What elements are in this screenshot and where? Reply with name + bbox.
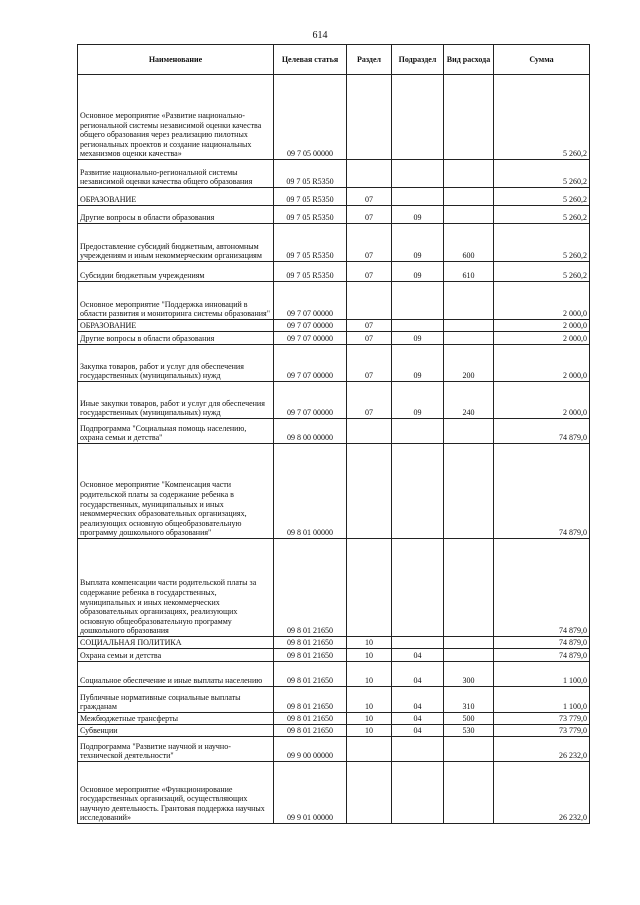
table-cell-code: 09 7 05 00000 <box>274 75 347 160</box>
table-cell-section: 10 <box>347 649 392 662</box>
table-cell-name: Другие вопросы в области образования <box>78 206 274 224</box>
table-cell-sum: 2 000,0 <box>494 382 590 419</box>
table-row <box>78 649 590 662</box>
table-cell-kind: 500 <box>444 713 494 725</box>
table-cell-name: Межбюджетные трансферты <box>78 713 274 725</box>
table-cell-subsection: 04 <box>392 725 444 737</box>
table-cell-sum: 5 260,2 <box>494 75 590 160</box>
table-cell-subsection: 09 <box>392 332 444 345</box>
table-cell-kind <box>444 332 494 345</box>
table-cell-code: 09 8 01 21650 <box>274 637 347 649</box>
table-cell-subsection <box>392 762 444 824</box>
table-cell-sum: 5 260,2 <box>494 160 590 188</box>
table-cell-sum: 26 232,0 <box>494 762 590 824</box>
table-cell-kind: 610 <box>444 262 494 282</box>
table-cell-kind <box>444 160 494 188</box>
table-cell-name: Выплата компенсации части родительской платы за содержание ребенка в государственных, муниципальных и иных некоммерческих образовательных организациях, реализующих основную общеобразовательную программу дошкольного образования <box>78 539 274 637</box>
table-cell-kind <box>444 649 494 662</box>
table-cell-name: Публичные нормативные социальные выплаты гражданам <box>78 687 274 713</box>
table-cell-subsection <box>392 419 444 444</box>
table-cell-code: 09 8 01 21650 <box>274 713 347 725</box>
table-cell-subsection <box>392 444 444 539</box>
table-cell-name: Субвенции <box>78 725 274 737</box>
table-cell-section: 07 <box>347 345 392 382</box>
table-cell-kind <box>444 539 494 637</box>
header-kind: Вид расхода <box>444 45 494 75</box>
page-number: 614 <box>312 30 328 41</box>
table-row <box>78 345 590 382</box>
table-cell-sum: 74 879,0 <box>494 419 590 444</box>
table-cell-section: 10 <box>347 713 392 725</box>
table-cell-code: 09 7 05 R5350 <box>274 188 347 206</box>
header-subsection: Подраздел <box>392 45 444 75</box>
table-cell-code: 09 7 07 00000 <box>274 282 347 320</box>
table-cell-kind <box>444 206 494 224</box>
table-cell-code: 09 8 01 00000 <box>274 444 347 539</box>
table-cell-sum: 74 879,0 <box>494 649 590 662</box>
table-cell-section: 07 <box>347 332 392 345</box>
table-cell-kind <box>444 419 494 444</box>
table-cell-name: Другие вопросы в области образования <box>78 332 274 345</box>
table-cell-name: Иные закупки товаров, работ и услуг для обеспечения государственных (муниципальных) нужд <box>78 382 274 419</box>
table-cell-kind: 240 <box>444 382 494 419</box>
table-cell-code: 09 7 05 R5350 <box>274 160 347 188</box>
table-row <box>78 687 590 713</box>
table-cell-code: 09 7 05 R5350 <box>274 224 347 262</box>
table-cell-code: 09 8 01 21650 <box>274 662 347 687</box>
table-cell-sum: 2 000,0 <box>494 282 590 320</box>
table-cell-subsection: 09 <box>392 382 444 419</box>
table-row <box>78 662 590 687</box>
table-cell-kind <box>444 75 494 160</box>
table-cell-name: ОБРАЗОВАНИЕ <box>78 320 274 332</box>
table-cell-name: СОЦИАЛЬНАЯ ПОЛИТИКА <box>78 637 274 649</box>
table-row <box>78 262 590 282</box>
table-cell-sum: 74 879,0 <box>494 444 590 539</box>
table-cell-section <box>347 419 392 444</box>
table-cell-section: 07 <box>347 382 392 419</box>
table-cell-sum: 5 260,2 <box>494 224 590 262</box>
table-cell-subsection <box>392 282 444 320</box>
table-row <box>78 188 590 206</box>
table-cell-name: Социальное обеспечение и иные выплаты населению <box>78 662 274 687</box>
table-cell-code: 09 8 01 21650 <box>274 539 347 637</box>
table-cell-sum: 1 100,0 <box>494 687 590 713</box>
table-cell-code: 09 8 00 00000 <box>274 419 347 444</box>
table-row <box>78 539 590 637</box>
table-cell-section: 07 <box>347 224 392 262</box>
table-row <box>78 637 590 649</box>
table-cell-code: 09 7 07 00000 <box>274 320 347 332</box>
budget-table <box>77 44 590 824</box>
table-cell-sum: 73 779,0 <box>494 725 590 737</box>
table-cell-kind: 600 <box>444 224 494 262</box>
table-cell-sum: 26 232,0 <box>494 737 590 762</box>
table-cell-kind: 200 <box>444 345 494 382</box>
table-cell-name: Основное мероприятие «Функционирование государственных организаций, осуществляющих научную деятельность. Грантовая поддержка научных исследований» <box>78 762 274 824</box>
table-header-row <box>78 45 590 75</box>
table-cell-subsection: 09 <box>392 345 444 382</box>
table-cell-subsection <box>392 160 444 188</box>
table-cell-subsection: 04 <box>392 662 444 687</box>
table-cell-sum: 5 260,2 <box>494 262 590 282</box>
header-sum: Сумма <box>494 45 590 75</box>
table-cell-name: Подпрограмма "Социальная помощь населению, охрана семьи и детства" <box>78 419 274 444</box>
table-cell-name: Предоставление субсидий бюджетным, автономным учреждениям и иным некоммерческим организациям <box>78 224 274 262</box>
table-cell-section: 10 <box>347 687 392 713</box>
table-cell-name: Закупка товаров, работ и услуг для обеспечения государственных (муниципальных) нужд <box>78 345 274 382</box>
table-cell-code: 09 7 05 R5350 <box>274 262 347 282</box>
table-cell-name: Субсидии бюджетным учреждениям <box>78 262 274 282</box>
table-cell-sum: 73 779,0 <box>494 713 590 725</box>
table-cell-kind <box>444 444 494 539</box>
table-row <box>78 282 590 320</box>
table-cell-kind <box>444 637 494 649</box>
table-row <box>78 160 590 188</box>
table-row <box>78 332 590 345</box>
table-cell-section <box>347 737 392 762</box>
table-cell-subsection <box>392 637 444 649</box>
header-name: Наименование <box>78 45 274 75</box>
table-cell-code: 09 8 01 21650 <box>274 725 347 737</box>
table-cell-code: 09 7 07 00000 <box>274 382 347 419</box>
table-cell-code: 09 7 05 R5350 <box>274 206 347 224</box>
table-cell-subsection <box>392 75 444 160</box>
table-cell-section <box>347 160 392 188</box>
table-cell-subsection: 04 <box>392 649 444 662</box>
table-cell-section: 07 <box>347 320 392 332</box>
table-cell-section <box>347 762 392 824</box>
table-cell-name: Охрана семьи и детства <box>78 649 274 662</box>
table-row <box>78 737 590 762</box>
table-cell-code: 09 7 07 00000 <box>274 332 347 345</box>
table-cell-subsection: 09 <box>392 206 444 224</box>
table-cell-kind <box>444 762 494 824</box>
table-cell-sum: 2 000,0 <box>494 345 590 382</box>
table-cell-subsection <box>392 737 444 762</box>
table-row <box>78 725 590 737</box>
table-cell-kind: 530 <box>444 725 494 737</box>
table-cell-section: 07 <box>347 262 392 282</box>
table-cell-section <box>347 539 392 637</box>
table-row <box>78 382 590 419</box>
table-cell-code: 09 8 01 21650 <box>274 687 347 713</box>
table-row <box>78 444 590 539</box>
table-cell-subsection <box>392 320 444 332</box>
table-cell-kind <box>444 188 494 206</box>
table-cell-subsection: 04 <box>392 713 444 725</box>
header-section: Раздел <box>347 45 392 75</box>
table-row <box>78 320 590 332</box>
table-cell-kind: 300 <box>444 662 494 687</box>
header-code: Целевая статья <box>274 45 347 75</box>
table-cell-name: Основное мероприятие "Компенсация части родительской платы за содержание ребенка в государственных, муниципальных и иных некоммерческих образовательных организациях, реализующих основную общеобразовательную программу дошкольного образования" <box>78 444 274 539</box>
table-cell-sum: 5 260,2 <box>494 206 590 224</box>
table-cell-name: Основное мероприятие "Поддержка инноваций в области развития и мониторинга системы образования" <box>78 282 274 320</box>
table-cell-name: Подпрограмма "Развитие научной и научно-технической деятельности" <box>78 737 274 762</box>
table-cell-sum: 74 879,0 <box>494 637 590 649</box>
table-cell-code: 09 9 00 00000 <box>274 737 347 762</box>
table-cell-section: 10 <box>347 725 392 737</box>
table-cell-section <box>347 282 392 320</box>
table-cell-kind <box>444 282 494 320</box>
table-row <box>78 224 590 262</box>
table-cell-section <box>347 444 392 539</box>
table-cell-name: Развитие национально-региональной системы независимой оценки качества общего образования <box>78 160 274 188</box>
table-cell-subsection <box>392 539 444 637</box>
table-row <box>78 206 590 224</box>
table-cell-kind: 310 <box>444 687 494 713</box>
table-row <box>78 713 590 725</box>
table-cell-subsection: 04 <box>392 687 444 713</box>
table-cell-section <box>347 75 392 160</box>
table-cell-sum: 2 000,0 <box>494 320 590 332</box>
table-cell-section: 07 <box>347 188 392 206</box>
table-cell-sum: 74 879,0 <box>494 539 590 637</box>
table-cell-subsection: 09 <box>392 262 444 282</box>
table-cell-section: 10 <box>347 662 392 687</box>
table-cell-kind <box>444 320 494 332</box>
table-cell-subsection <box>392 188 444 206</box>
table-cell-code: 09 8 01 21650 <box>274 649 347 662</box>
table-cell-sum: 1 100,0 <box>494 662 590 687</box>
table-cell-sum: 5 260,2 <box>494 188 590 206</box>
table-cell-subsection: 09 <box>392 224 444 262</box>
table-cell-code: 09 7 07 00000 <box>274 345 347 382</box>
table-cell-name: Основное мероприятие «Развитие национально-региональной системы независимой оценки качества общего образования через реализацию пилотных региональных проектов и создание национальных механизмов оценки качества» <box>78 75 274 160</box>
table-cell-kind <box>444 737 494 762</box>
table-row <box>78 419 590 444</box>
table-row <box>78 762 590 824</box>
table-cell-section: 07 <box>347 206 392 224</box>
table-cell-code: 09 9 01 00000 <box>274 762 347 824</box>
table-cell-sum: 2 000,0 <box>494 332 590 345</box>
table-row <box>78 75 590 160</box>
table-cell-name: ОБРАЗОВАНИЕ <box>78 188 274 206</box>
table-cell-section: 10 <box>347 637 392 649</box>
